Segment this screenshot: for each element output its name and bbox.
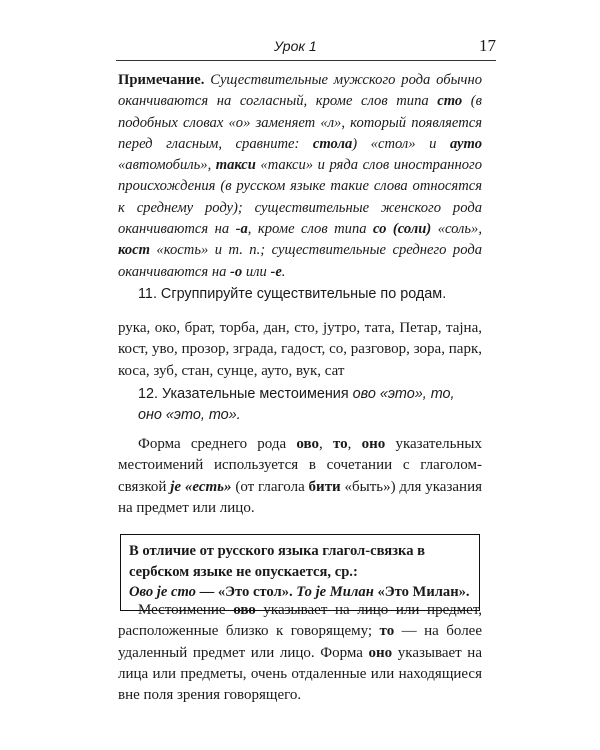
text: «быть») для указания на предмет или лицо. [118, 478, 482, 516]
pronoun-word: ово [296, 436, 319, 452]
note-word: сто [437, 93, 463, 110]
text: , [347, 436, 362, 452]
note-text: «такси» и ряда слов иностранного происхождения (в русском языке такие слова относятся к среднему роду); существительные женского рода оканчиваются на [118, 157, 482, 238]
running-header [116, 36, 496, 61]
note-word: ауто [449, 135, 482, 152]
task-12-title-text: 12. Указательные местоимения [138, 386, 353, 402]
note-text: «соль», [431, 221, 482, 238]
verb-word: бити [308, 478, 341, 495]
task-11-title: 11. Сгруппируйте существительные по родам. [138, 286, 447, 302]
note-text: ) «стол» и [352, 135, 450, 152]
note-word: -а [235, 221, 248, 238]
text: , [318, 436, 333, 452]
example-translation: — «Это стол». [195, 584, 297, 600]
rule-text: В отличие от русского языка глагол-связка в сербском языке не опускается, ср.: [129, 543, 426, 580]
note-text: «автомобиль», [118, 157, 216, 174]
note-word: стола [312, 135, 353, 152]
note-paragraph [118, 70, 482, 283]
page-number: 17 [479, 36, 496, 55]
note-text: Существительные мужского рода обычно оканчиваются на согласный, кроме слов типа [118, 72, 482, 110]
text: Местоимение [138, 602, 234, 618]
note-word: такси [215, 157, 256, 174]
note-label: Примечание. [118, 72, 205, 88]
pronoun-word: оно [368, 644, 393, 661]
note-word: кост [118, 242, 150, 259]
example-translation: «Это Милан». [373, 584, 470, 600]
text: — на более удаленный предмет или лицо. Форма [118, 623, 482, 661]
pronoun-word: ово [233, 602, 256, 618]
note-word: -о [230, 263, 243, 280]
note-word: -е [270, 263, 282, 280]
pronoun-word: оно [361, 436, 386, 452]
text: (от глагола [231, 478, 309, 495]
note-text: , кроме слов типа [247, 221, 373, 238]
pronoun-word: то [332, 436, 348, 452]
task-11-word-list: рука, око, брат, торба, дан, сто, јутро, тата, Петар, тајна, кост, уво, прозор, зграда, гадост, со, разговор, зора, парк, коса, зуб, стан, сунце, ауто, вук, сат [118, 320, 482, 379]
note-text: (в подобных словах «о» заменяет «л», который появляется перед гласным, сравните: [118, 93, 483, 152]
note-text: или [242, 263, 271, 280]
note-text: . [281, 263, 286, 280]
final-paragraph [118, 600, 482, 706]
lesson-title: Урок 1 [274, 38, 317, 54]
text: указывает на лицо или предмет, расположенные близко к говорящему; [118, 602, 482, 640]
note-text: «кость» и т. п.; существительные среднего рода оканчиваются на [118, 242, 482, 280]
note-word: со (соли) [373, 221, 432, 238]
task-12-explanation [118, 434, 482, 519]
task-12-title-italic: ово «это», то, оно «это, то». [138, 386, 455, 423]
example-sentence: Ово је сто [129, 584, 196, 600]
example-sentence: То је Милан [296, 584, 374, 600]
copula-word: је «есть» [170, 478, 232, 495]
text: указывает на лица или предметы, очень отдаленные или находящиеся вне поля зрения говорящего. [118, 644, 482, 704]
task-12-title [138, 384, 482, 426]
text: указательных местоимений используется в сочетании с глаголом-связкой [118, 436, 483, 495]
pronoun-word: то [379, 623, 395, 640]
text: Форма среднего рода [138, 436, 297, 452]
